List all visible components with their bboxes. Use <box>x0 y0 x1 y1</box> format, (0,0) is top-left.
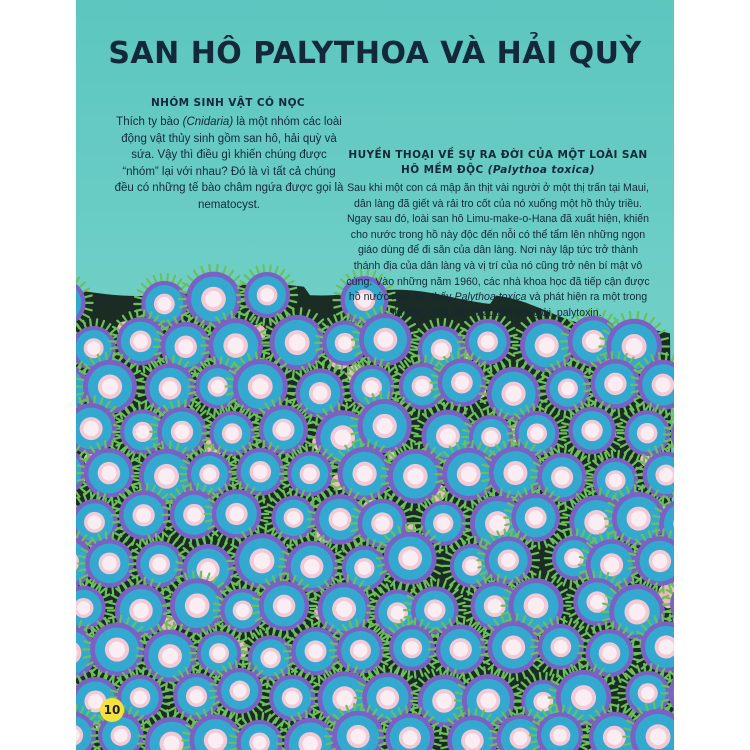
polyp-group <box>76 265 674 750</box>
right-section-body <box>344 181 652 321</box>
book-page <box>76 0 674 750</box>
page-number-badge: 10 <box>100 698 124 722</box>
italic-term: Palythoa toxica <box>454 291 527 304</box>
italic-term: (Cnidaria) <box>182 116 234 128</box>
text-run: Thích ty bào <box>116 116 183 128</box>
left-section-body <box>112 114 346 213</box>
text-run: và phát hiện ra một trong những chất độc nhất trên thế giới, palytoxin. <box>394 291 648 319</box>
coral-reef-illustration <box>76 0 674 750</box>
italic-term: (Palythoa toxica) <box>487 164 595 176</box>
text-run: là một nhóm các loài động vật thủy sinh gồm san hô, hải quỳ và sứa. Vậy thì điều gì khiến chúng được “nhóm” lại với nhau? Đó là vì tất cả chúng đều có những tế bào châm ngứa được gọi là nematocyst. <box>114 116 344 211</box>
text-run: Sau khi một con cá mập ăn thịt vài người ở một thị trấn tại Maui, dân làng đã giết và rải tro cốt của nó xuống một hồ thủy triều. Ngay sau đó, loài san hô Limu-make-o-Hana đã xuất hiện, khiến cho nước trong hồ này độc đến nỗi có thể tẩm lên những ngọn giáo dùng để đi săn của dân làng. Nơi này lập tức trở thành thánh địa của dân làng và vị trí của nó cũng trở nên bí mật vô cùng. Vào những năm 1960, các nhà khoa học đã tiếp cận được hồ nước này, tìm thấy <box>346 182 650 304</box>
page-title: SAN HÔ PALYTHOA VÀ HẢI QUỲ <box>108 36 642 71</box>
text-run: HUYỀN THOẠI VỀ SỰ RA ĐỜI CỦA MỘT LOÀI SAN HÔ MỀM ĐỘC <box>348 149 648 176</box>
left-section-heading: NHÓM SINH VẬT CÓ NỌC <box>150 97 306 109</box>
right-section-heading <box>348 148 648 178</box>
